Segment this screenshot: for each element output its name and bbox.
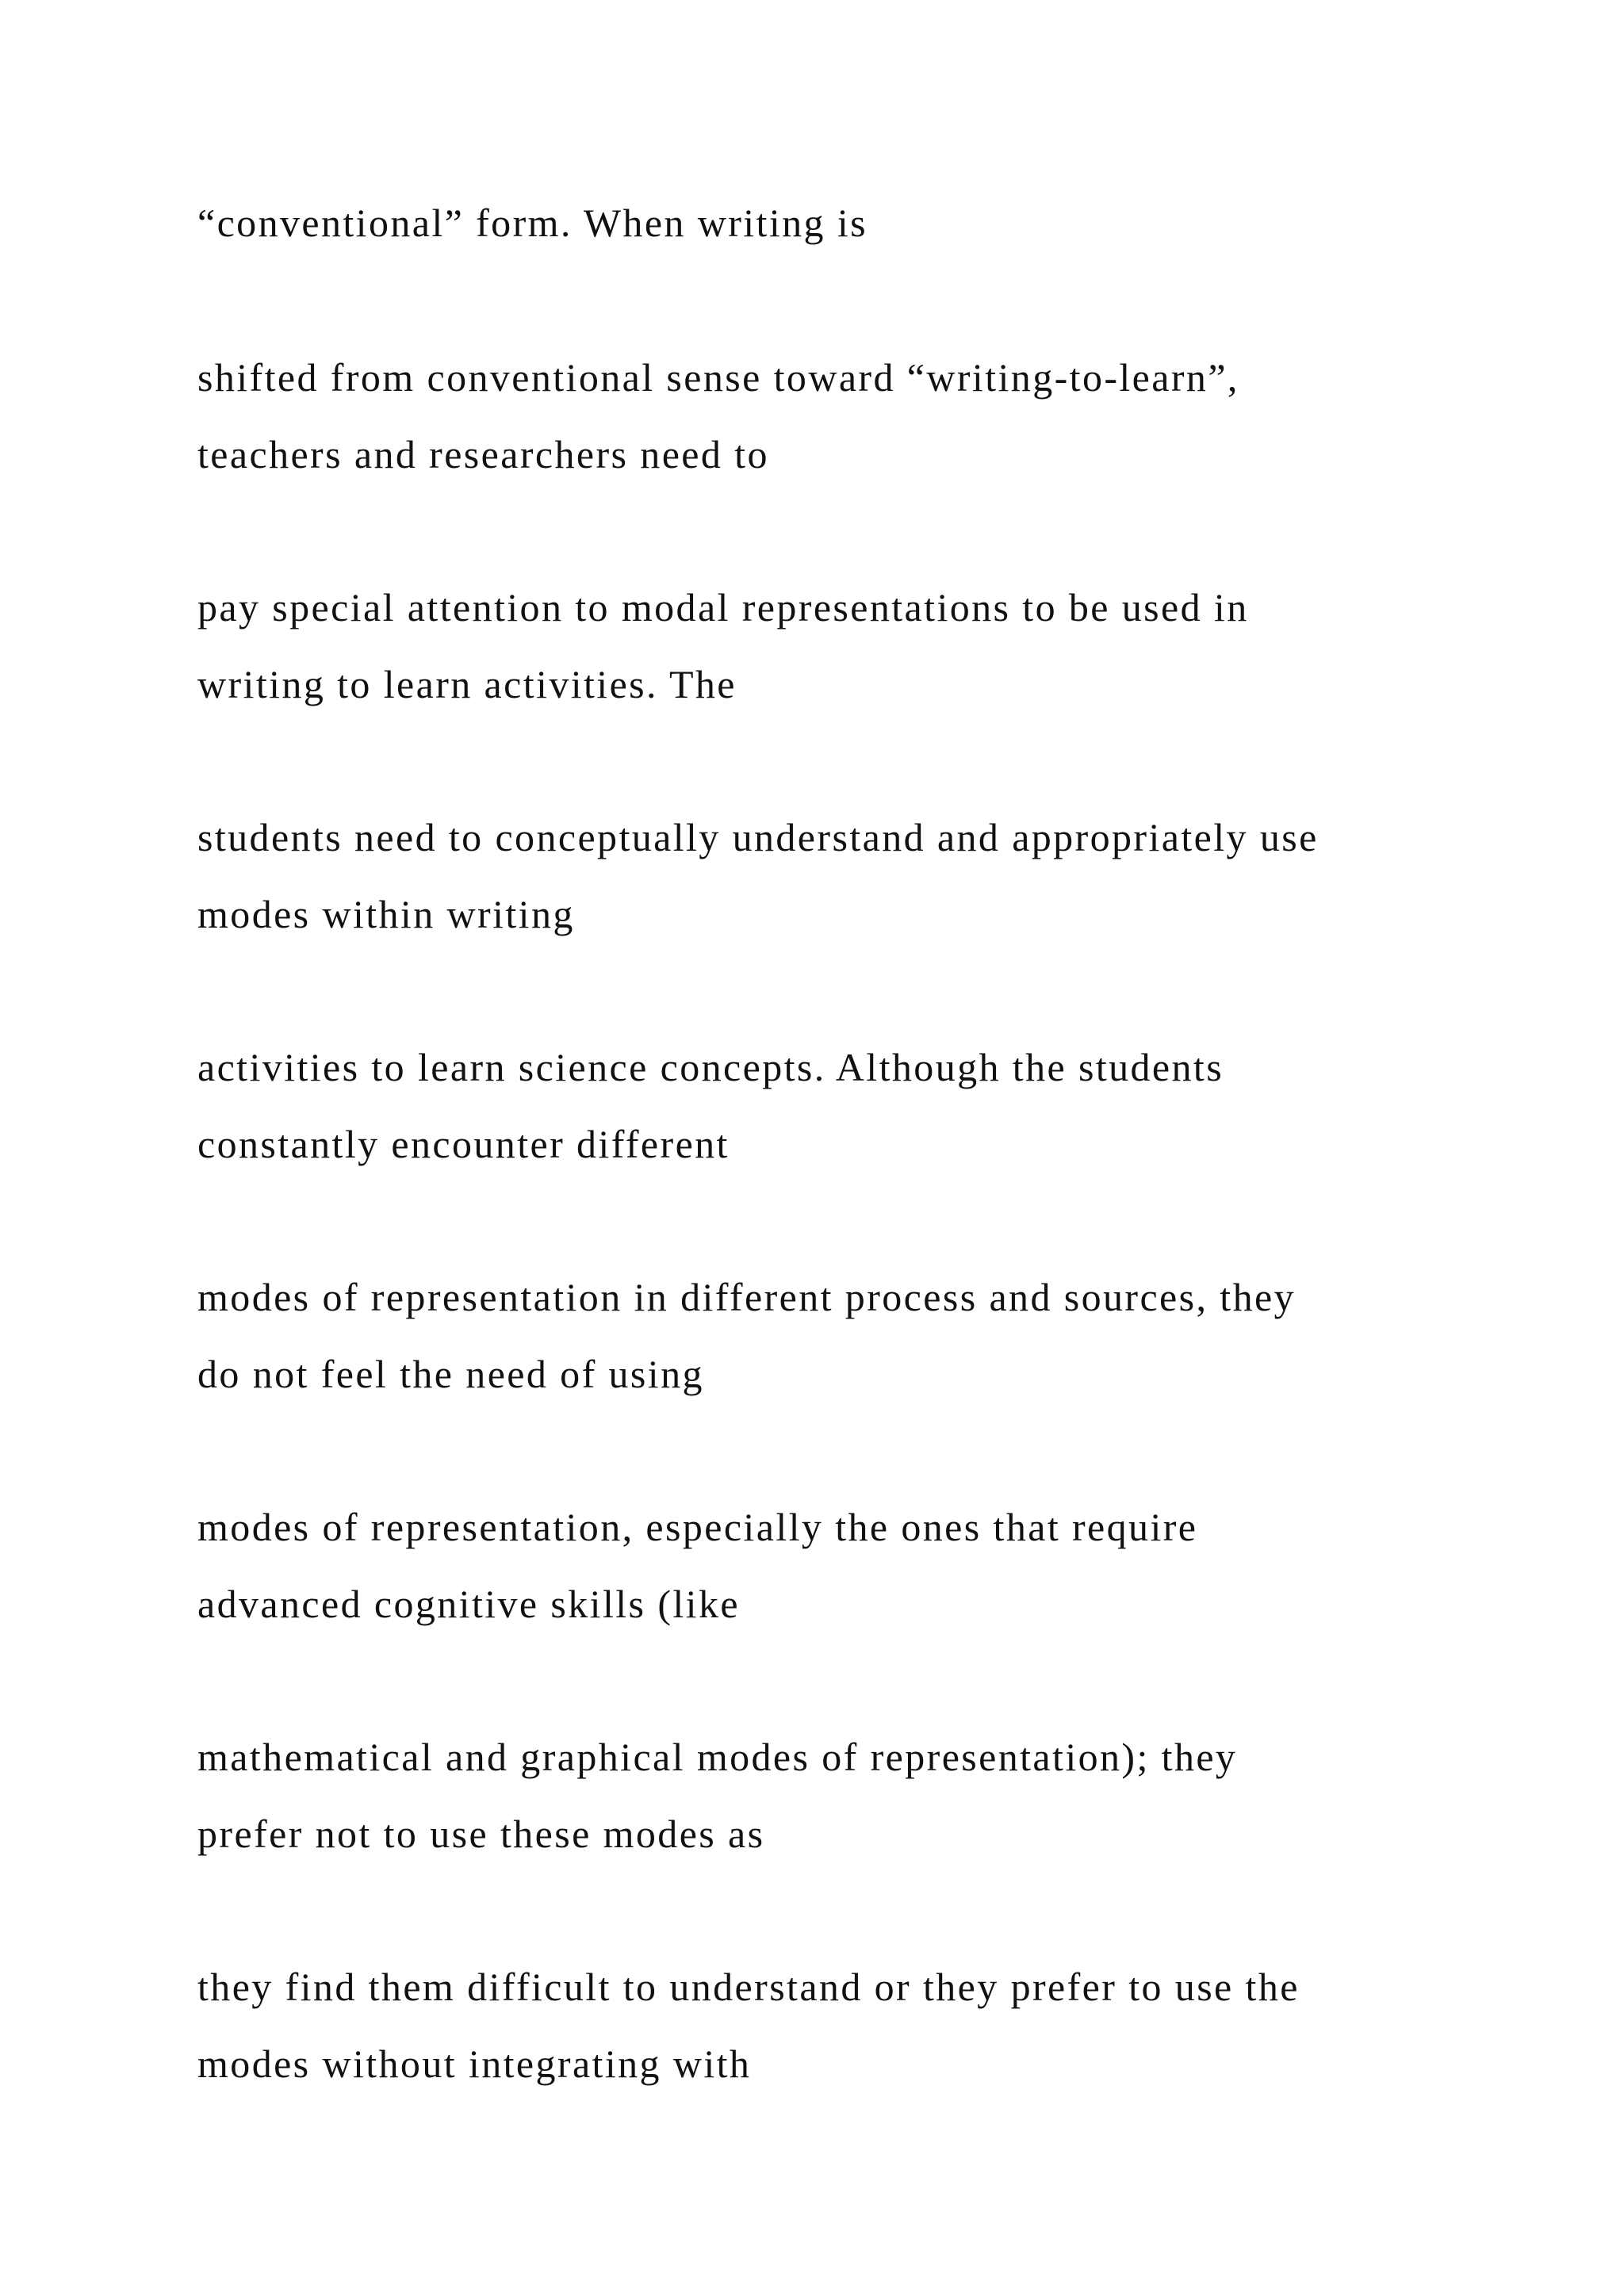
text-line: students need to conceptually understand and appropriately use <box>197 815 1319 859</box>
text-line: modes of representation in different process and sources, they <box>197 1275 1296 1319</box>
text-line: constantly encounter different <box>197 1122 730 1166</box>
text-line: mathematical and graphical modes of representation); they <box>197 1735 1238 1779</box>
text-line: do not feel the need of using <box>197 1352 704 1396</box>
text-line: teachers and researchers need to <box>197 432 769 476</box>
text-line: activities to learn science concepts. Although the students <box>197 1045 1224 1089</box>
text-line: advanced cognitive skills (like <box>197 1582 740 1626</box>
text-line: prefer not to use these modes as <box>197 1812 765 1856</box>
text-line: “conventional” form. When writing is <box>197 201 868 245</box>
text-line: modes within writing <box>197 892 575 936</box>
text-line: they find them difficult to understand or they prefer to use the <box>197 1965 1300 2009</box>
text-line: pay special attention to modal representations to be used in <box>197 585 1249 629</box>
text-line: writing to learn activities. The <box>197 662 737 706</box>
text-line: modes of representation, especially the ones that require <box>197 1505 1198 1549</box>
text-line: shifted from conventional sense toward “writing-to-learn”, <box>197 355 1239 400</box>
text-line: modes without integrating with <box>197 2042 752 2086</box>
